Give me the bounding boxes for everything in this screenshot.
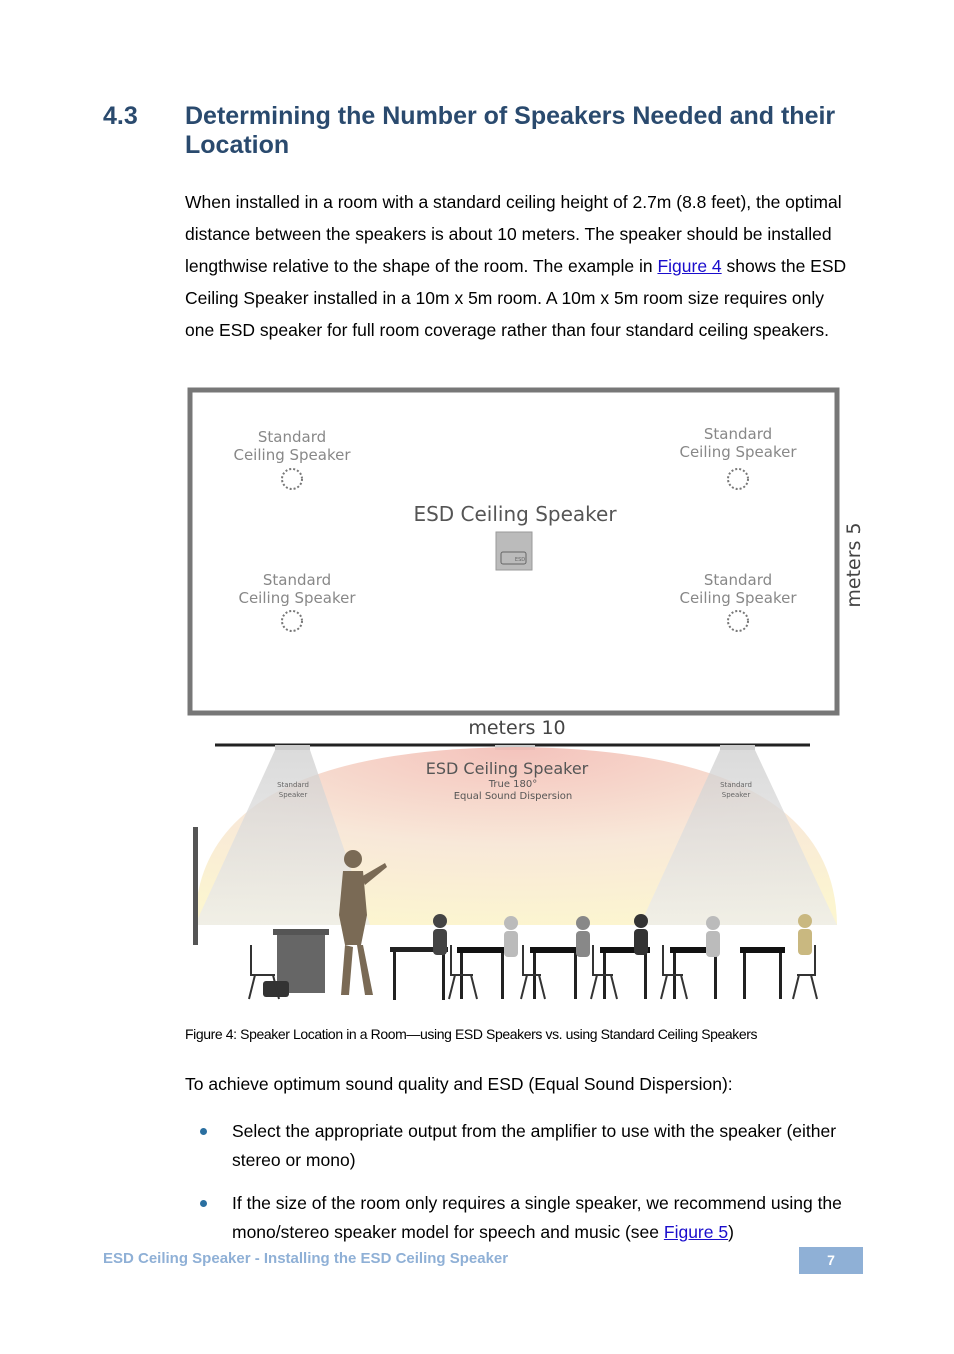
footer-title: ESD Ceiling Speaker - Installing the ESD Ceiling Speaker [103, 1250, 509, 1267]
bullet-text: Select the appropriate output from the amplifier to use with the speaker (either stereo or mono) [232, 1121, 837, 1170]
intro-paragraph [185, 186, 857, 346]
std-line1: Standard [262, 571, 332, 589]
std-line1: Standard [703, 425, 773, 443]
std-speaker-left-mount [275, 745, 310, 750]
side-std2: Speaker [721, 791, 751, 799]
figure-5-link[interactable]: Figure 5 [663, 1222, 729, 1242]
bullet-text: If the size of the room only requires a single speaker, we recommend using the mono/stereo speaker model for speech and music (see [232, 1193, 842, 1242]
std-speaker-right-mount [720, 745, 755, 750]
bullet-icon [200, 1128, 207, 1135]
whiteboard [193, 827, 198, 945]
list-item [200, 1117, 860, 1175]
list-item [200, 1189, 860, 1247]
side-esd-sub1: True 180° [488, 779, 538, 790]
width-dimension-label: meters 10 [468, 717, 566, 739]
side-esd-title: ESD Ceiling Speaker [425, 759, 589, 778]
bullet-text-end: ) [728, 1222, 734, 1242]
paragraph-text-continued: shows the ESD Ceiling Speaker installed in a 10m x 5m room. A 10m x 5m room size requires only one ESD speaker for full room coverage rather than four standard ceiling speakers. [185, 256, 847, 340]
page-number: 7 [799, 1247, 863, 1274]
height-dimension-label: meters 5 [843, 522, 865, 608]
std-line2: Ceiling Speaker [238, 589, 356, 607]
std-line1: Standard [257, 428, 327, 446]
figure-illustration [185, 385, 865, 1005]
recommendation-list [200, 1117, 860, 1261]
side-std1: Standard [277, 781, 309, 789]
esd-speaker-badge: ESD [514, 557, 526, 563]
bullet-icon [200, 1200, 207, 1207]
std-line2: Ceiling Speaker [679, 589, 797, 607]
std-line2: Ceiling Speaker [679, 443, 797, 461]
figure-4-link[interactable]: Figure 4 [657, 256, 722, 276]
esd-speaker-label: ESD Ceiling Speaker [413, 502, 617, 526]
std-line1: Standard [703, 571, 773, 589]
speaker-layout-figure [185, 385, 865, 1005]
optimum-intro: To achieve optimum sound quality and ESD (Equal Sound Dispersion): [185, 1074, 733, 1094]
section-number: 4.3 [103, 102, 138, 130]
paragraph-text: When installed in a room with a standard ceiling height of 2.7m (8.8 feet), the optimal distance between the speakers is about 10 meters. The speaker should be installed lengthwise relative to the shape of the room. The example in [185, 192, 842, 276]
teacher-desk [263, 929, 329, 997]
side-std1: Standard [720, 781, 752, 789]
std-line2: Ceiling Speaker [233, 446, 351, 464]
side-esd-sub2: Equal Sound Dispersion [453, 791, 573, 802]
section-title: Determining the Number of Speakers Needed and their Location [185, 102, 836, 159]
figure-caption: Figure 4: Speaker Location in a Room—using ESD Speakers vs. using Standard Ceiling Speakers [185, 1026, 758, 1042]
side-std2: Speaker [278, 791, 308, 799]
